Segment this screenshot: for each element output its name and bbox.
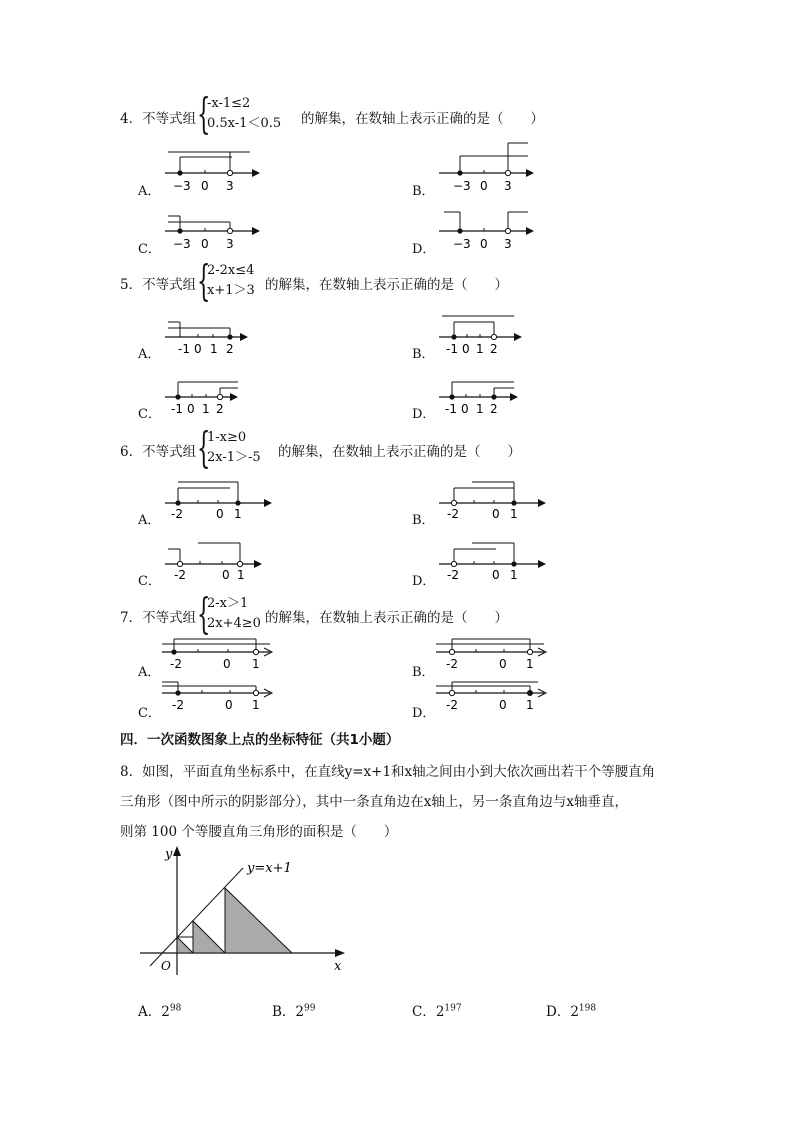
svg-text:-2: -2 bbox=[172, 698, 184, 712]
line-label: y=x+1 bbox=[247, 861, 292, 876]
q4-brace: { bbox=[197, 89, 211, 138]
q5-option-d-numberline[interactable] bbox=[434, 372, 534, 416]
q4-stem-tail: 的解集，在数轴上表示正确的是（ ） bbox=[301, 111, 544, 127]
svg-text:-2: -2 bbox=[171, 507, 183, 521]
q4-ineq-1: -x-1≤2 bbox=[207, 96, 251, 111]
svg-text:-1: -1 bbox=[445, 402, 457, 416]
q5-stem-num: 5．不等式组 bbox=[120, 277, 197, 293]
q7-option-c-label[interactable]: C． bbox=[138, 706, 161, 721]
svg-text:1: 1 bbox=[510, 568, 518, 582]
svg-text:1: 1 bbox=[237, 568, 245, 582]
q7-option-a-label[interactable]: A． bbox=[138, 665, 161, 680]
x-axis-label: x bbox=[334, 959, 342, 974]
svg-text:0: 0 bbox=[187, 402, 195, 416]
svg-text:-1: -1 bbox=[446, 342, 458, 356]
q5-option-c-label[interactable]: C． bbox=[138, 407, 161, 422]
q8-option-a-exp: 98 bbox=[169, 1003, 182, 1014]
q4-d-tick-3: 3 bbox=[504, 237, 512, 251]
q6-ineq-2: 2x-1＞-5 bbox=[207, 450, 261, 465]
q6-option-d-label[interactable]: D． bbox=[412, 574, 436, 589]
q5-option-a-label[interactable]: A． bbox=[138, 347, 161, 362]
q8-option-c-label: C．2 bbox=[412, 1004, 445, 1020]
q7-option-d-numberline[interactable] bbox=[434, 677, 564, 713]
q6-option-a-label[interactable]: A． bbox=[138, 513, 161, 528]
q5-brace: { bbox=[197, 256, 211, 305]
q5-stem-tail: 的解集，在数轴上表示正确的是（ ） bbox=[265, 277, 508, 293]
q8-figure bbox=[135, 840, 365, 980]
q8-option-c[interactable] bbox=[412, 1000, 462, 1020]
q6-option-c-numberline[interactable] bbox=[160, 539, 280, 583]
q7-stem-num: 7．不等式组 bbox=[120, 610, 197, 626]
q4-system bbox=[197, 89, 307, 138]
q7-stem-tail: 的解集，在数轴上表示正确的是（ ） bbox=[265, 610, 508, 626]
q5-option-a-numberline[interactable] bbox=[160, 312, 260, 356]
q6-stem-num: 6．不等式组 bbox=[120, 444, 197, 460]
q4-option-c-label[interactable]: C． bbox=[138, 242, 161, 257]
q8-option-b[interactable] bbox=[272, 1000, 315, 1020]
svg-text:-2: -2 bbox=[447, 568, 459, 582]
q4-c-tick-neg3: −3 bbox=[173, 237, 191, 251]
q7-option-a-numberline[interactable] bbox=[160, 636, 290, 672]
svg-text:0: 0 bbox=[194, 342, 202, 356]
q8-option-c-exp: 197 bbox=[444, 1003, 462, 1014]
q7-brace: { bbox=[197, 589, 211, 638]
svg-text:0: 0 bbox=[225, 698, 233, 712]
q6-brace: { bbox=[197, 423, 211, 472]
q6-option-b-label[interactable]: B． bbox=[412, 513, 435, 528]
q6-option-d-numberline[interactable] bbox=[434, 539, 554, 583]
q8-option-a[interactable] bbox=[138, 1000, 181, 1020]
q7-option-b-numberline[interactable] bbox=[434, 636, 564, 672]
x-axis-arrow bbox=[335, 949, 345, 957]
q6-system bbox=[197, 423, 287, 472]
q4-c-tick-0: 0 bbox=[201, 237, 209, 251]
svg-text:-1: -1 bbox=[171, 402, 183, 416]
q5-option-b-label[interactable]: B． bbox=[412, 347, 435, 362]
svg-text:1: 1 bbox=[526, 657, 534, 671]
q8-option-b-exp: 99 bbox=[304, 1003, 316, 1014]
q8-option-d[interactable] bbox=[546, 1000, 596, 1020]
svg-text:1: 1 bbox=[510, 507, 518, 521]
svg-text:0: 0 bbox=[499, 698, 507, 712]
svg-text:1: 1 bbox=[476, 342, 484, 356]
svg-text:1: 1 bbox=[526, 698, 534, 712]
svg-text:-1: -1 bbox=[178, 342, 190, 356]
y-axis-label: y bbox=[165, 847, 173, 862]
svg-text:0: 0 bbox=[492, 507, 500, 521]
svg-text:1: 1 bbox=[234, 507, 242, 521]
svg-text:1: 1 bbox=[202, 402, 210, 416]
q7-option-d-label[interactable]: D． bbox=[412, 706, 436, 721]
q6-option-c-label[interactable]: C． bbox=[138, 574, 161, 589]
q7-ineq-2: 2x+4≥0 bbox=[207, 616, 261, 631]
q7-option-b-label[interactable]: B． bbox=[412, 665, 435, 680]
q5-option-c-numberline[interactable] bbox=[160, 372, 260, 416]
q6-stem-tail: 的解集，在数轴上表示正确的是（ ） bbox=[278, 444, 521, 460]
triangle-1 bbox=[177, 937, 193, 953]
svg-text:0: 0 bbox=[462, 342, 470, 356]
q6-option-a-numberline[interactable] bbox=[160, 478, 280, 522]
q6-option-b-numberline[interactable] bbox=[434, 478, 554, 522]
origin-label: O bbox=[161, 959, 171, 973]
svg-text:0: 0 bbox=[222, 568, 230, 582]
triangle-3 bbox=[225, 888, 292, 953]
q4-option-d-numberline[interactable] bbox=[434, 206, 544, 250]
q5-option-d-label[interactable]: D． bbox=[412, 407, 436, 422]
svg-text:0: 0 bbox=[461, 402, 469, 416]
q4-ineq-2: 0.5x-1＜0.5 bbox=[207, 116, 282, 131]
q4-stem-num: 4．不等式组 bbox=[120, 111, 197, 127]
svg-text:0: 0 bbox=[216, 507, 224, 521]
svg-text:-2: -2 bbox=[446, 657, 458, 671]
q4-option-c-numberline[interactable] bbox=[160, 206, 270, 250]
triangle-2 bbox=[193, 921, 225, 953]
q5-option-b-numberline[interactable] bbox=[434, 312, 534, 356]
svg-text:1: 1 bbox=[210, 342, 218, 356]
q4-d-tick-neg3: −3 bbox=[453, 237, 471, 251]
svg-text:0: 0 bbox=[223, 657, 231, 671]
svg-text:1: 1 bbox=[252, 698, 260, 712]
q4-a-tick-0: 0 bbox=[201, 179, 209, 193]
q7-option-c-numberline[interactable] bbox=[160, 677, 290, 713]
svg-text:-2: -2 bbox=[447, 507, 459, 521]
q5-ineq-1: 2-2x≤4 bbox=[207, 263, 255, 278]
svg-text:1: 1 bbox=[476, 402, 484, 416]
section-heading: 四．一次函数图象上点的坐标特征（共1小题） bbox=[120, 732, 400, 748]
q4-a-tick-3: 3 bbox=[226, 179, 234, 193]
svg-text:2: 2 bbox=[490, 402, 498, 416]
q6-ineq-1: 1-x≥0 bbox=[207, 430, 247, 445]
q8-text-line-3: 则第 100 个等腰直角三角形的面积是（ ） bbox=[120, 824, 398, 840]
svg-text:0: 0 bbox=[499, 657, 507, 671]
q8-text-line-1: 8．如图，平面直角坐标系中，在直线y=x+1和x轴之间由小到大依次画出若干个等腰直角 bbox=[120, 764, 656, 780]
q8-text-line-2: 三角形（图中所示的阴影部分），其中一条直角边在x轴上，另一条直角边与x轴垂直， bbox=[120, 794, 628, 810]
q8-option-d-exp: 198 bbox=[578, 1003, 597, 1014]
q4-b-tick-neg3: −3 bbox=[453, 179, 471, 193]
q4-d-tick-0: 0 bbox=[480, 237, 488, 251]
q4-option-b-label[interactable]: B． bbox=[412, 184, 435, 199]
q4-c-tick-3: 3 bbox=[226, 237, 234, 251]
svg-text:-2: -2 bbox=[170, 657, 182, 671]
q4-a-tick-neg3: −3 bbox=[173, 179, 191, 193]
q4-b-tick-3: 3 bbox=[504, 179, 512, 193]
q8-option-b-label: B．2 bbox=[272, 1004, 305, 1020]
y-axis-arrow bbox=[173, 846, 181, 856]
svg-text:1: 1 bbox=[252, 657, 260, 671]
svg-text:-2: -2 bbox=[446, 698, 458, 712]
svg-text:-2: -2 bbox=[174, 568, 186, 582]
q5-ineq-2: x+1＞3 bbox=[207, 283, 255, 298]
q4-option-b-numberline[interactable] bbox=[434, 148, 544, 192]
q4-option-d-label[interactable]: D． bbox=[412, 242, 436, 257]
q8-option-d-label: D．2 bbox=[546, 1004, 579, 1020]
svg-text:2: 2 bbox=[490, 342, 498, 356]
svg-text:0: 0 bbox=[492, 568, 500, 582]
q4-option-a-label[interactable]: A． bbox=[138, 184, 161, 199]
q4-option-a-numberline[interactable] bbox=[160, 148, 270, 192]
q4-b-tick-0: 0 bbox=[480, 179, 488, 193]
q7-ineq-1: 2-x＞1 bbox=[207, 596, 249, 611]
svg-text:2: 2 bbox=[226, 342, 234, 356]
svg-text:2: 2 bbox=[216, 402, 224, 416]
q8-option-a-label: A．2 bbox=[138, 1004, 170, 1020]
